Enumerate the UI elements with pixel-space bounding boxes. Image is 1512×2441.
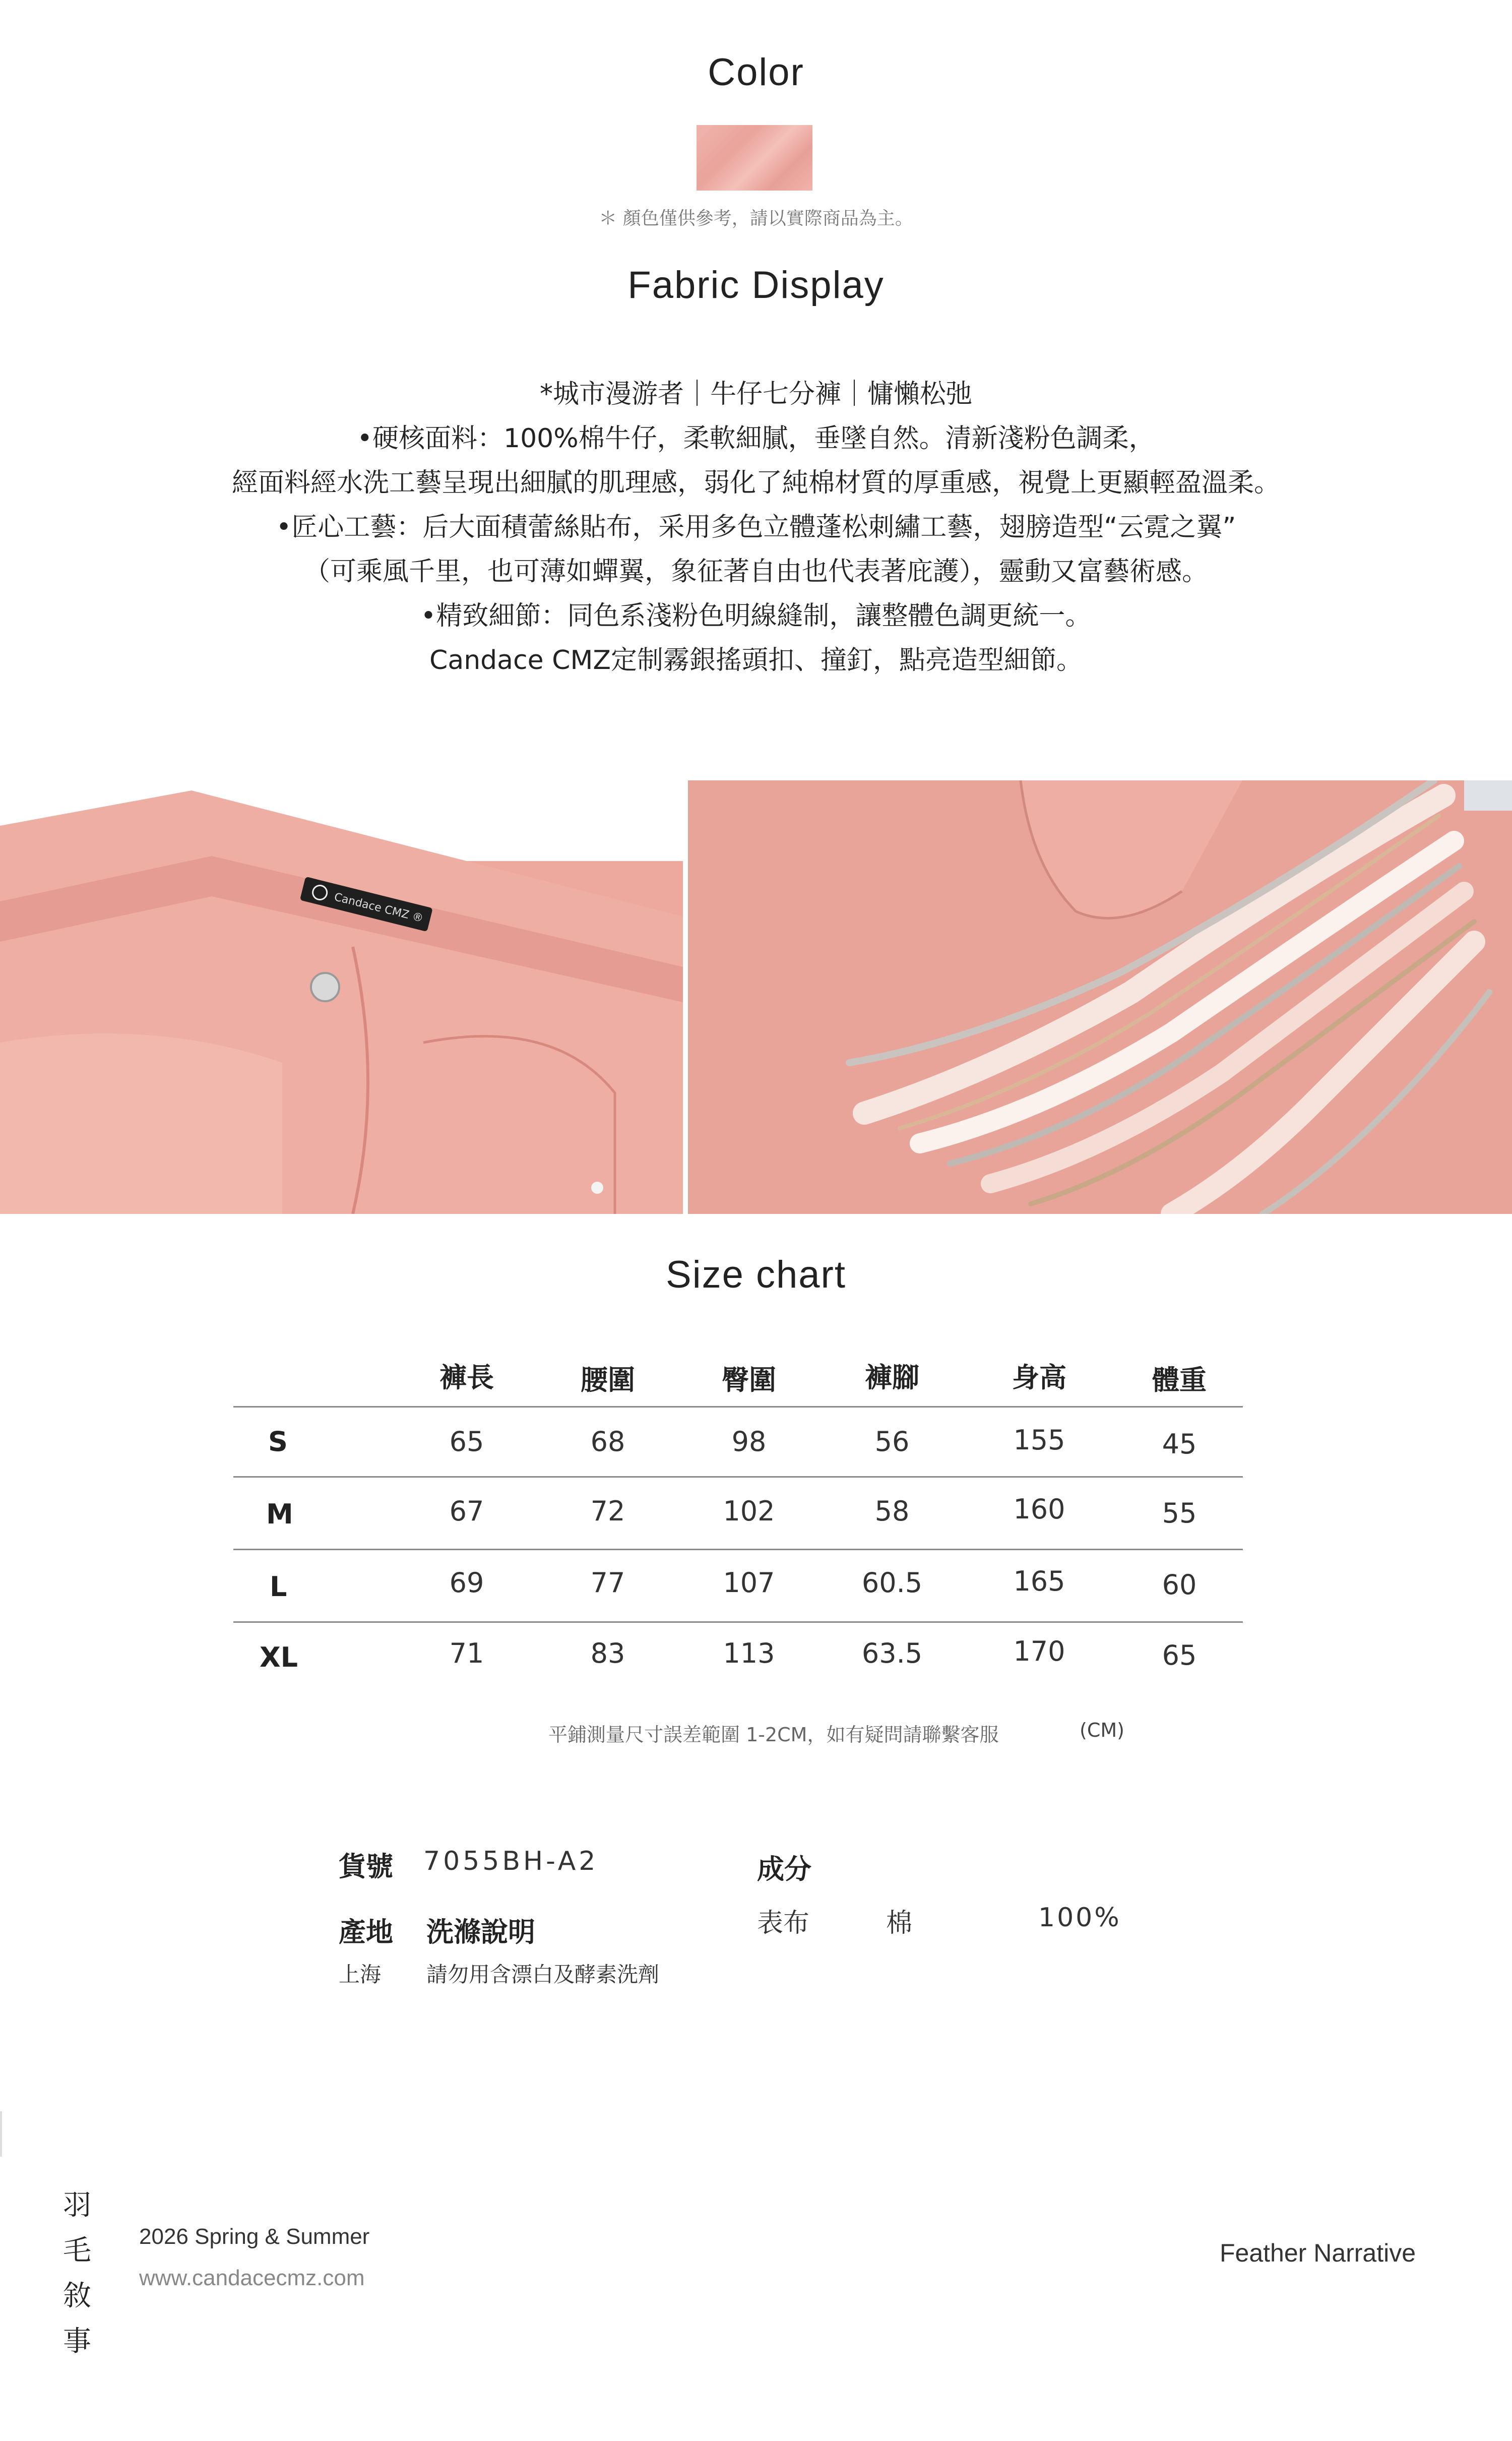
collection-name: Feather Narrative	[1220, 2239, 1416, 2267]
size-chart-title: Size chart	[666, 1253, 846, 1296]
size-cell: 58	[874, 1495, 910, 1527]
fabric-line: •精致細節：同色系淺粉色明線縫制，讓整體色調更統一。	[420, 601, 1092, 631]
origin-value: 上海	[339, 1962, 382, 1987]
size-cell: 102	[723, 1495, 775, 1527]
size-label: S	[268, 1426, 288, 1457]
size-cell: 60	[1162, 1569, 1197, 1601]
size-cell: 67	[449, 1495, 484, 1527]
size-cell: 98	[731, 1426, 767, 1457]
fabric-title: Fabric Display	[627, 264, 885, 307]
fabric-line: •硬核面料：100%棉牛仔，柔軟細膩，垂墜自然。清新淺粉色調柔，	[357, 423, 1155, 454]
size-header: 體重	[1152, 1364, 1207, 1396]
size-note: 平鋪測量尺寸誤差範圍 1-2CM，如有疑問請聯繫客服	[548, 1724, 999, 1746]
size-cell: 69	[449, 1567, 484, 1599]
embroidery-photo	[688, 780, 1512, 1214]
table-divider	[233, 1476, 1243, 1478]
size-cell: 77	[590, 1567, 625, 1599]
size-cell: 65	[449, 1426, 484, 1457]
size-cell: 63.5	[861, 1637, 923, 1669]
size-header: 身高	[1012, 1362, 1066, 1393]
color-note: ＊ 顏色僅供參考，請以實際商品為主。	[599, 208, 913, 229]
size-header: 臀圍	[722, 1364, 776, 1396]
size-cell: 68	[590, 1426, 625, 1457]
material-value: 棉	[886, 1908, 913, 1938]
size-label: L	[270, 1571, 287, 1603]
vertical-title: 羽 毛 敘 事	[63, 2189, 91, 2358]
size-cell: 55	[1162, 1497, 1197, 1529]
item-number: 7055BH-A2	[423, 1846, 599, 1876]
table-divider	[233, 1549, 1243, 1550]
waistband-illustration	[0, 780, 683, 1214]
size-cell: 60.5	[861, 1567, 923, 1599]
size-cell: 160	[1013, 1493, 1065, 1525]
size-unit: (CM)	[1080, 1719, 1124, 1741]
size-header: 褲腳	[865, 1362, 919, 1393]
size-cell: 170	[1013, 1635, 1065, 1667]
fabric-line: Candace CMZ定制霧銀搖頭扣、撞釘，點亮造型細節。	[429, 645, 1083, 676]
color-title: Color	[708, 51, 804, 94]
size-cell: 107	[723, 1567, 775, 1599]
table-divider	[233, 1621, 1243, 1623]
size-label: M	[266, 1498, 293, 1530]
size-cell: 56	[874, 1426, 910, 1457]
care-label: 洗滌說明	[426, 1916, 535, 1948]
size-cell: 155	[1013, 1424, 1065, 1456]
table-divider	[233, 1406, 1243, 1408]
fabric-line: 經面料經水洗工藝呈現出細膩的肌理感，弱化了純棉材質的厚重感，視覺上更顯輕盈溫柔。	[231, 468, 1280, 498]
fabric-line: （可乘風千里，也可薄如蟬翼，象征著自由也代表著庇護），靈動又富藝術感。	[303, 557, 1208, 587]
fabric-line: *城市漫游者｜牛仔七分褲｜慵懶松弛	[539, 379, 972, 409]
material-percent: 100%	[1038, 1903, 1121, 1933]
size-label: XL	[260, 1641, 298, 1673]
season-label: 2026 Spring & Summer	[139, 2224, 370, 2249]
origin-label: 產地	[339, 1916, 393, 1948]
composition-label: 成分	[757, 1853, 811, 1885]
size-cell: 72	[590, 1495, 625, 1527]
fabric-label: 表布	[757, 1908, 810, 1938]
edge-mark	[0, 2111, 2, 2157]
size-cell: 113	[723, 1637, 775, 1669]
item-number-label: 貨號	[339, 1851, 393, 1882]
size-cell: 71	[449, 1637, 484, 1669]
size-header: 腰圍	[581, 1364, 635, 1396]
color-swatch	[697, 125, 812, 191]
brand-label-text: Candace CMZ ®	[333, 891, 425, 926]
care-value: 請勿用含漂白及酵素洗劑	[426, 1962, 660, 1987]
wing-embroidery-illustration	[688, 780, 1512, 1214]
size-cell: 65	[1162, 1639, 1197, 1671]
size-header: 褲長	[439, 1362, 494, 1393]
size-cell: 83	[590, 1637, 625, 1669]
size-cell: 165	[1013, 1565, 1065, 1597]
fabric-line: •匠心工藝：后大面積蕾絲貼布，采用多色立體蓬松刺繡工藝，翅膀造型“云霓之翼”	[276, 512, 1236, 542]
size-cell: 45	[1162, 1428, 1197, 1460]
waistband-photo	[0, 780, 683, 1214]
website-link[interactable]: www.candacecmz.com	[139, 2266, 365, 2290]
fabric-description	[0, 372, 1512, 683]
